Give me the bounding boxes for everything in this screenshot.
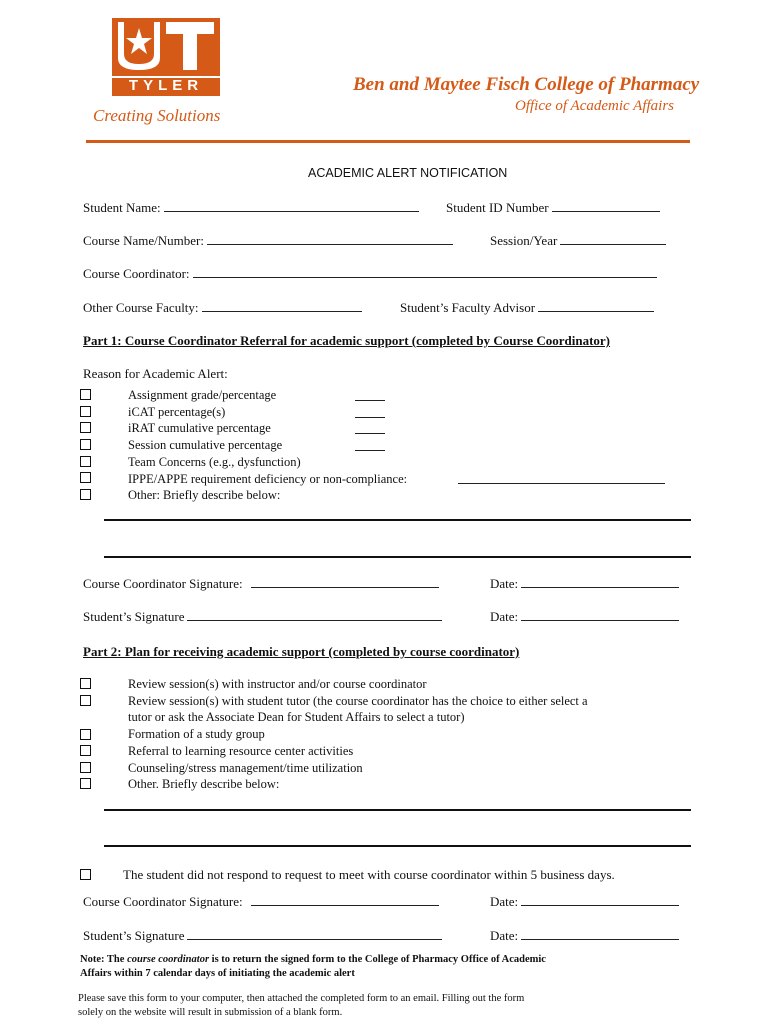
part2-description-line[interactable]: [104, 809, 691, 811]
checkbox-icat[interactable]: [80, 406, 91, 417]
part2-coordinator-signature[interactable]: [83, 894, 439, 910]
college-name: Ben and Maytee Fisch College of Pharmacy: [353, 74, 700, 95]
office-name: Office of Academic Affairs: [515, 98, 675, 114]
irat-blank[interactable]: [355, 433, 385, 434]
form-title: ACADEMIC ALERT NOTIFICATION: [308, 166, 508, 180]
other-faculty-label: Other Course Faculty:: [83, 300, 199, 315]
part1-student-signature[interactable]: [83, 609, 442, 625]
ippe-appe-blank[interactable]: [458, 483, 665, 484]
checkbox-other-part1[interactable]: [80, 489, 91, 500]
no-response-text: The student did not respond to request to meet with course coordinator within 5 business days.: [123, 867, 615, 882]
part2-description-line[interactable]: [104, 845, 691, 847]
checkbox-study-group[interactable]: [80, 729, 91, 740]
footer-instructions: [78, 992, 524, 1019]
checkbox-assignment-grade[interactable]: [80, 389, 91, 400]
checkbox-session-cumulative[interactable]: [80, 439, 91, 450]
date-label: Date:: [490, 576, 519, 591]
list-item: Formation of a study group: [128, 727, 265, 742]
student-id-field[interactable]: [446, 200, 660, 216]
list-item: Assignment grade/percentage: [128, 388, 277, 402]
list-item: Session cumulative percentage: [128, 438, 283, 453]
course-name-label: Course Name/Number:: [83, 233, 204, 248]
part1-reason-list: [128, 387, 407, 504]
part2-student-date[interactable]: [490, 928, 679, 944]
signature-label: Course Coordinator Signature:: [83, 576, 243, 591]
list-item: Review session(s) with student tutor (the course coordinator has the choice to either select a: [128, 693, 588, 708]
list-item: iRAT cumulative percentage: [128, 421, 271, 436]
checkbox-no-response[interactable]: [80, 869, 91, 880]
logo-wordmark: TYLER: [128, 77, 204, 94]
ut-tyler-logo: [112, 18, 220, 96]
list-item: Referral to learning resource center activities: [128, 743, 354, 758]
date-label: Date:: [490, 928, 519, 943]
date-label: Date:: [490, 609, 519, 624]
part1-heading: Part 1: Course Coordinator Referral for academic support (completed by Course Coordinator): [83, 333, 611, 348]
part1-coordinator-signature[interactable]: [83, 576, 439, 592]
checkbox-ippe-appe[interactable]: [80, 472, 91, 483]
assignment-grade-blank[interactable]: [355, 400, 385, 401]
list-item: Team Concerns (e.g., dysfunction): [128, 454, 301, 469]
student-name-label: Student Name:: [83, 200, 161, 215]
part1-student-date[interactable]: [490, 609, 679, 625]
part2-plan-list: [128, 676, 588, 793]
faculty-advisor-label: Student’s Faculty Advisor: [400, 300, 536, 315]
list-item: tutor or ask the Associate Dean for Student Affairs to select a tutor): [128, 710, 465, 725]
footer-line: solely on the website will result in submission of a blank form.: [78, 1006, 343, 1018]
session-year-label: Session/Year: [490, 233, 558, 248]
icat-blank[interactable]: [355, 417, 385, 418]
list-item: iCAT percentage(s): [128, 404, 226, 419]
checkbox-review-instructor[interactable]: [80, 678, 91, 689]
reason-label: Reason for Academic Alert:: [83, 366, 228, 381]
header-divider: [86, 140, 690, 143]
part2-student-signature[interactable]: [83, 928, 442, 944]
part2-heading: Part 2: Plan for receiving academic support (completed by course coordinator): [83, 644, 520, 659]
list-item: Other. Briefly describe below:: [128, 777, 280, 792]
course-coordinator-field[interactable]: [83, 266, 657, 282]
part1-coordinator-date[interactable]: [490, 576, 679, 592]
part2-coordinator-date[interactable]: [490, 894, 679, 910]
course-coordinator-label: Course Coordinator:: [83, 266, 190, 281]
other-faculty-field[interactable]: [83, 300, 362, 316]
student-id-label: Student ID Number: [446, 200, 549, 215]
checkbox-team-concerns[interactable]: [80, 456, 91, 467]
session-year-field[interactable]: [490, 233, 666, 249]
part1-description-line[interactable]: [104, 519, 691, 521]
student-name-field[interactable]: [83, 200, 419, 216]
checkbox-irat[interactable]: [80, 422, 91, 433]
signature-label: Course Coordinator Signature:: [83, 894, 243, 909]
list-item: Review session(s) with instructor and/or course coordinator: [128, 677, 427, 691]
checkbox-student-tutor[interactable]: [80, 695, 91, 706]
checkbox-counseling[interactable]: [80, 762, 91, 773]
course-name-field[interactable]: [83, 233, 453, 249]
checkbox-learning-resource[interactable]: [80, 745, 91, 756]
return-note-line1: Note: The course coordinator is to return the signed form to the College of Pharmacy Office of Academic: [80, 954, 546, 965]
tagline: Creating Solutions: [93, 106, 221, 125]
return-note: [80, 953, 546, 981]
list-item: Other: Briefly describe below:: [128, 488, 281, 503]
date-label: Date:: [490, 894, 519, 909]
checkbox-other-part2[interactable]: [80, 778, 91, 789]
return-note-line2: Affairs within 7 calendar days of initiating the academic alert: [80, 968, 355, 979]
session-cumulative-blank[interactable]: [355, 450, 385, 451]
signature-label: Student’s Signature: [83, 928, 185, 943]
faculty-advisor-field[interactable]: [400, 300, 654, 316]
list-item: Counseling/stress management/time utilization: [128, 760, 363, 775]
part1-description-line[interactable]: [104, 556, 691, 558]
signature-label: Student’s Signature: [83, 609, 185, 624]
footer-line: Please save this form to your computer, then attached the completed form to an email. Filling out the form: [78, 993, 525, 1004]
list-item: IPPE/APPE requirement deficiency or non-compliance:: [128, 471, 408, 486]
